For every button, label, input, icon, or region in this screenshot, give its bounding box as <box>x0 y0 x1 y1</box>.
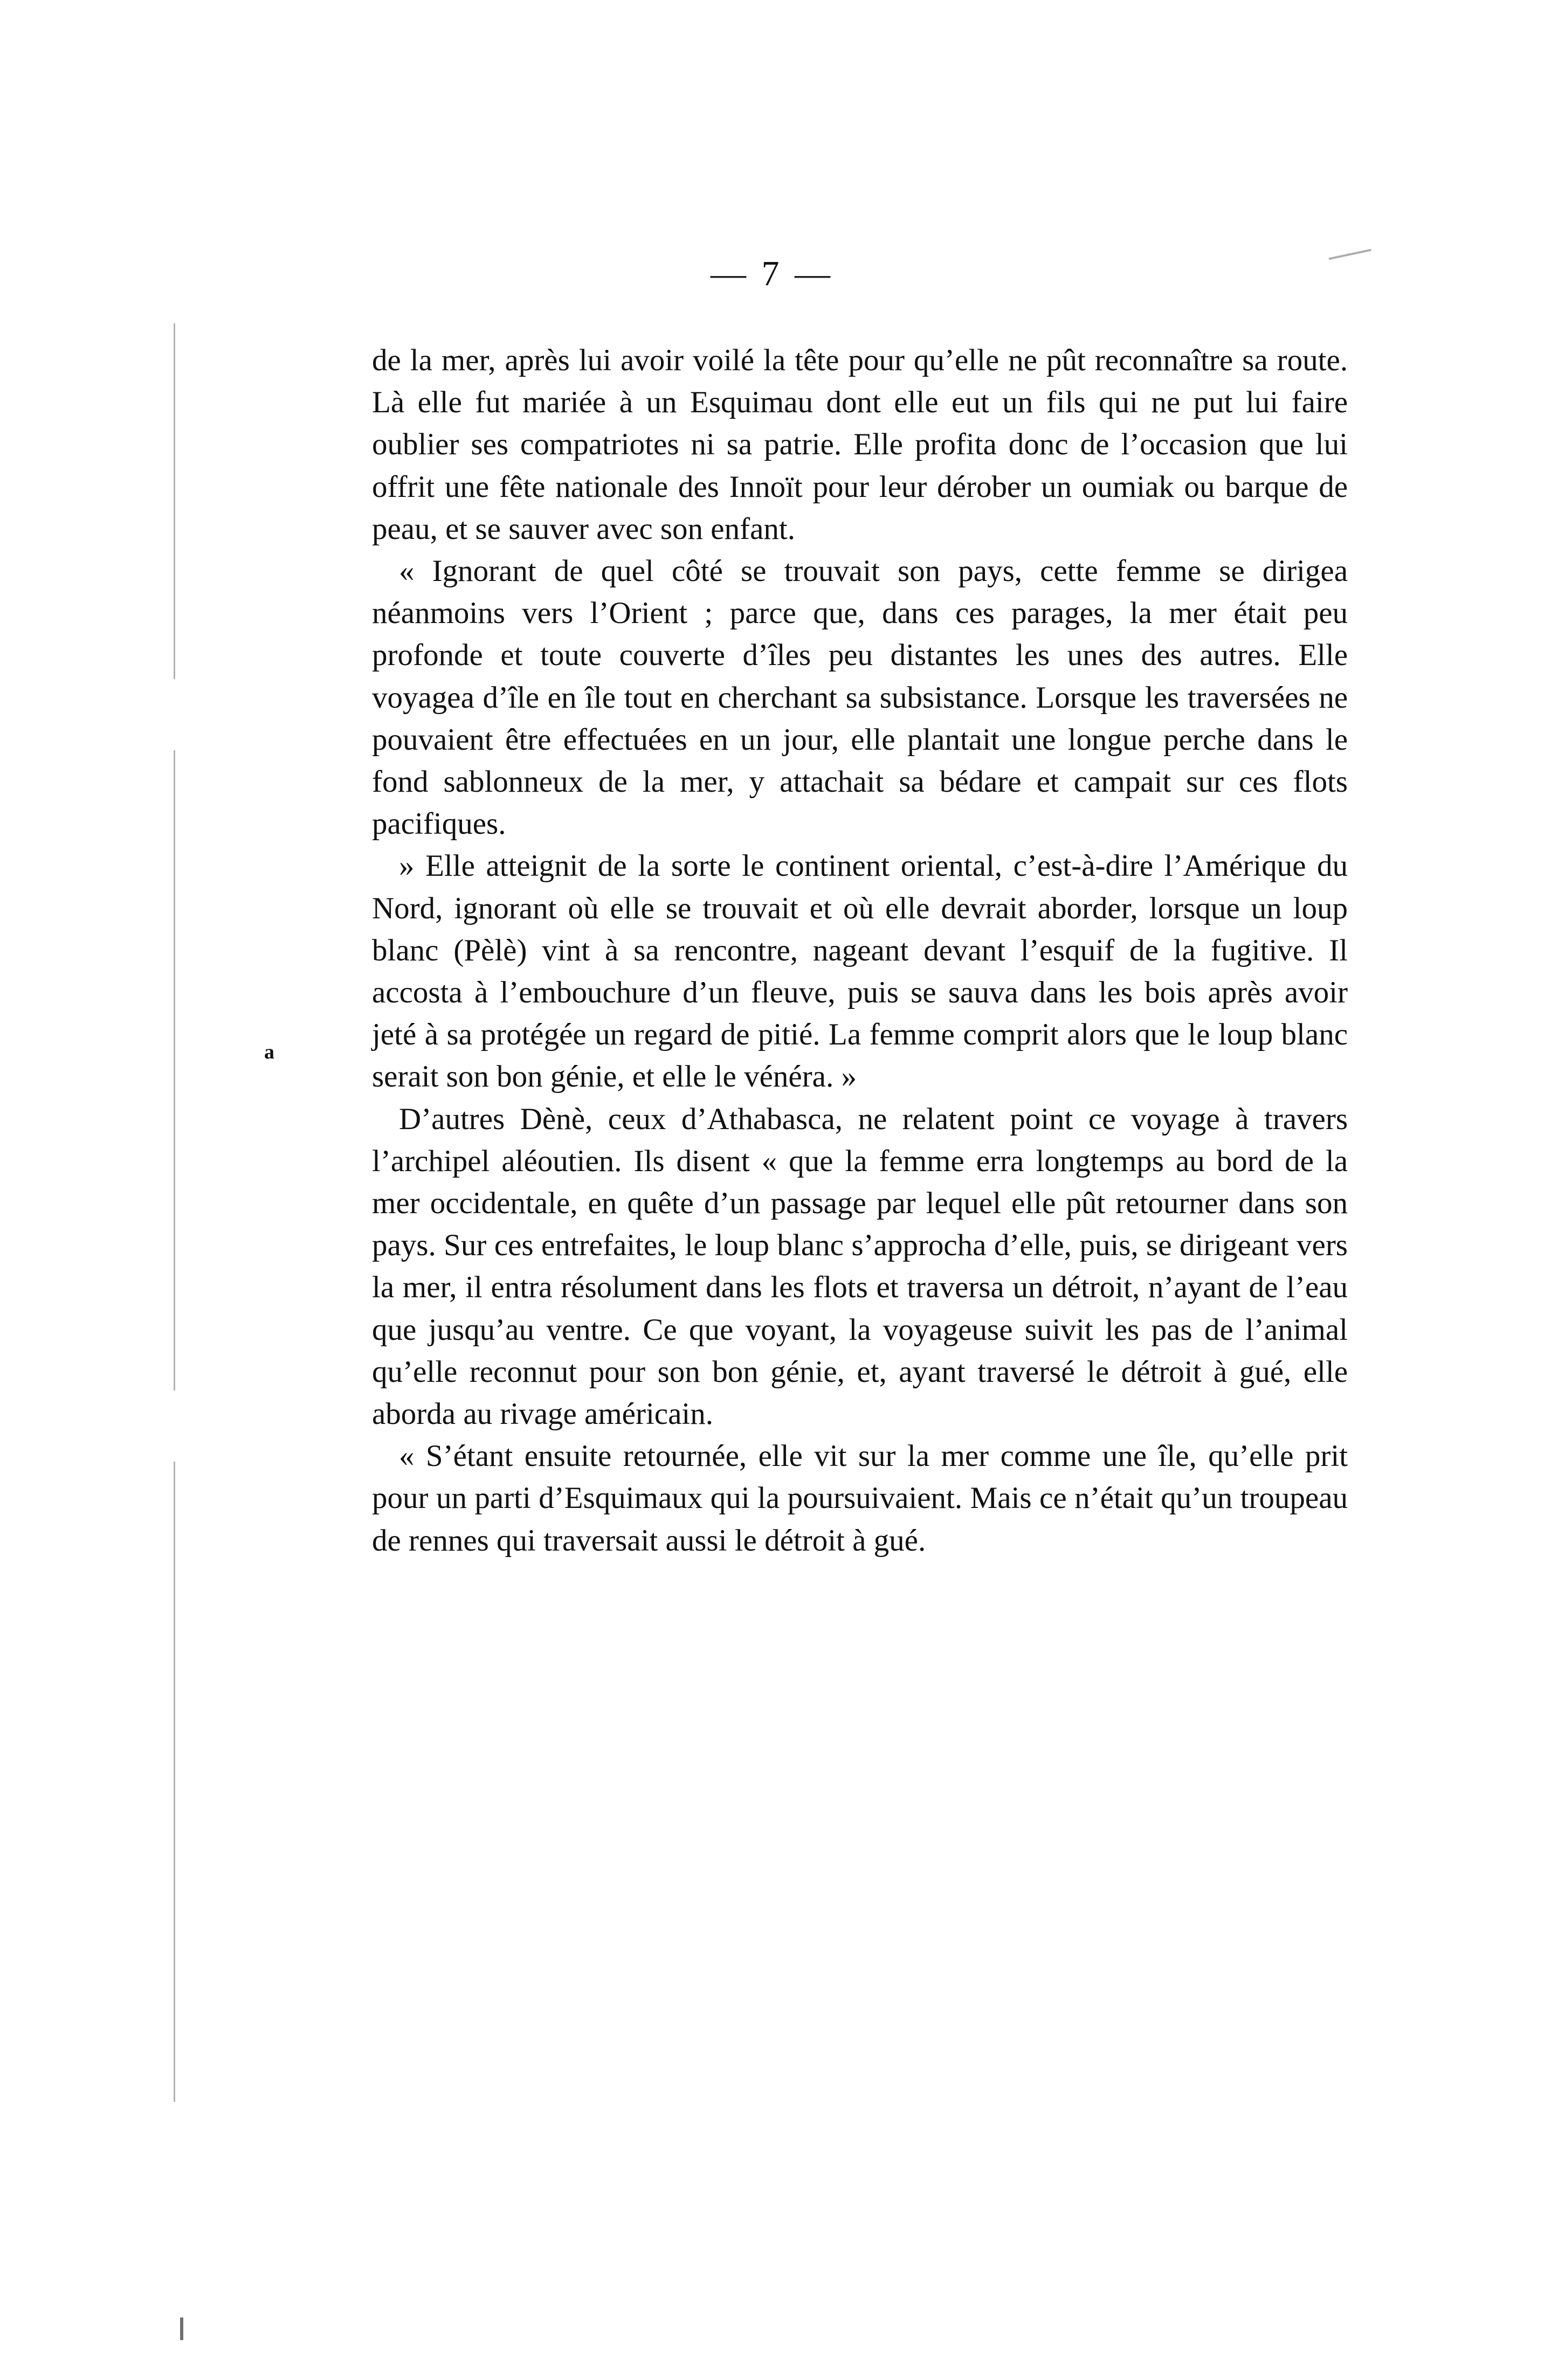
body-text <box>372 340 1348 1562</box>
paragraph-2: « Ignorant de quel côté se trouvait son pays, cette femme se dirigea néanmoins vers l’Orient ; parce que, dans ces parages, la mer était peu profonde et toute couverte d’îles peu distantes les unes des autres. Elle voyagea d’île en île tout en cherchant sa subsistance. Lorsque les traversées ne pouvaient être effectuées en un jour, elle plantait une longue perche dans le fond sablonneux de la mer, y attachait sa bédare et campait sur ces flots pacifiques. <box>372 554 1348 841</box>
paragraph-4: D’autres Dènè, ceux d’Athabasca, ne relatent point ce voyage à travers l’archipel aléoutien. Ils disent « que la femme erra longtemps au bord de la mer occidentale, en quête d’un passage par lequel elle pût retourner dans son pays. Sur ces entrefaites, le loup blanc s’approcha d’elle, puis, se dirigeant vers la mer, il entra résolument dans les flots et traversa un détroit, n’ayant de l’eau que jusqu’au ventre. Ce que voyant, la voyageuse suivit les pas de l’animal qu’elle reconnut pour son bon génie, et, ayant traversé le détroit à gué, elle aborda au rivage américain. <box>372 1102 1348 1431</box>
paragraph-3: » Elle atteignit de la sorte le continent oriental, c’est-à-dire l’Amérique du Nord, ignorant où elle se trouvait et où elle devrait aborder, lorsque un loup blanc (Pèlè) vint à sa rencontre, nageant devant l’esquif de la fugitive. Il accosta à l’embouchure d’un fleuve, puis se sauva dans les bois après avoir jeté à sa protégée un regard de pitié. La femme comprit alors que le loup blanc serait son bon génie, et elle le vénéra. » <box>372 849 1348 1094</box>
margin-note: a <box>264 1041 274 1063</box>
paragraph-5: « S’étant ensuite retournée, elle vit sur la mer comme une île, qu’elle prit pour un parti d’Esquimaux qui la poursuivaient. Mais ce n’était qu’un troupeau de rennes qui traversait aussi le détroit à gué. <box>372 1439 1348 1558</box>
paragraph-1: de la mer, après lui avoir voilé la tête pour qu’elle ne pût reconnaître sa route. Là elle fut mariée à un Esquimau dont elle eut un fils qui ne put lui faire oublier ses compatriotes ni sa patrie. Elle profita donc de l’occasion que lui offrit une fête nationale des Innoït pour leur dérober un oumiak ou barque de peau, et se sauver avec son enfant. <box>372 343 1348 546</box>
scan-mark-bottom <box>180 2317 183 2340</box>
scan-edge-line <box>174 323 175 2102</box>
page-number: — 7 — <box>711 254 833 293</box>
